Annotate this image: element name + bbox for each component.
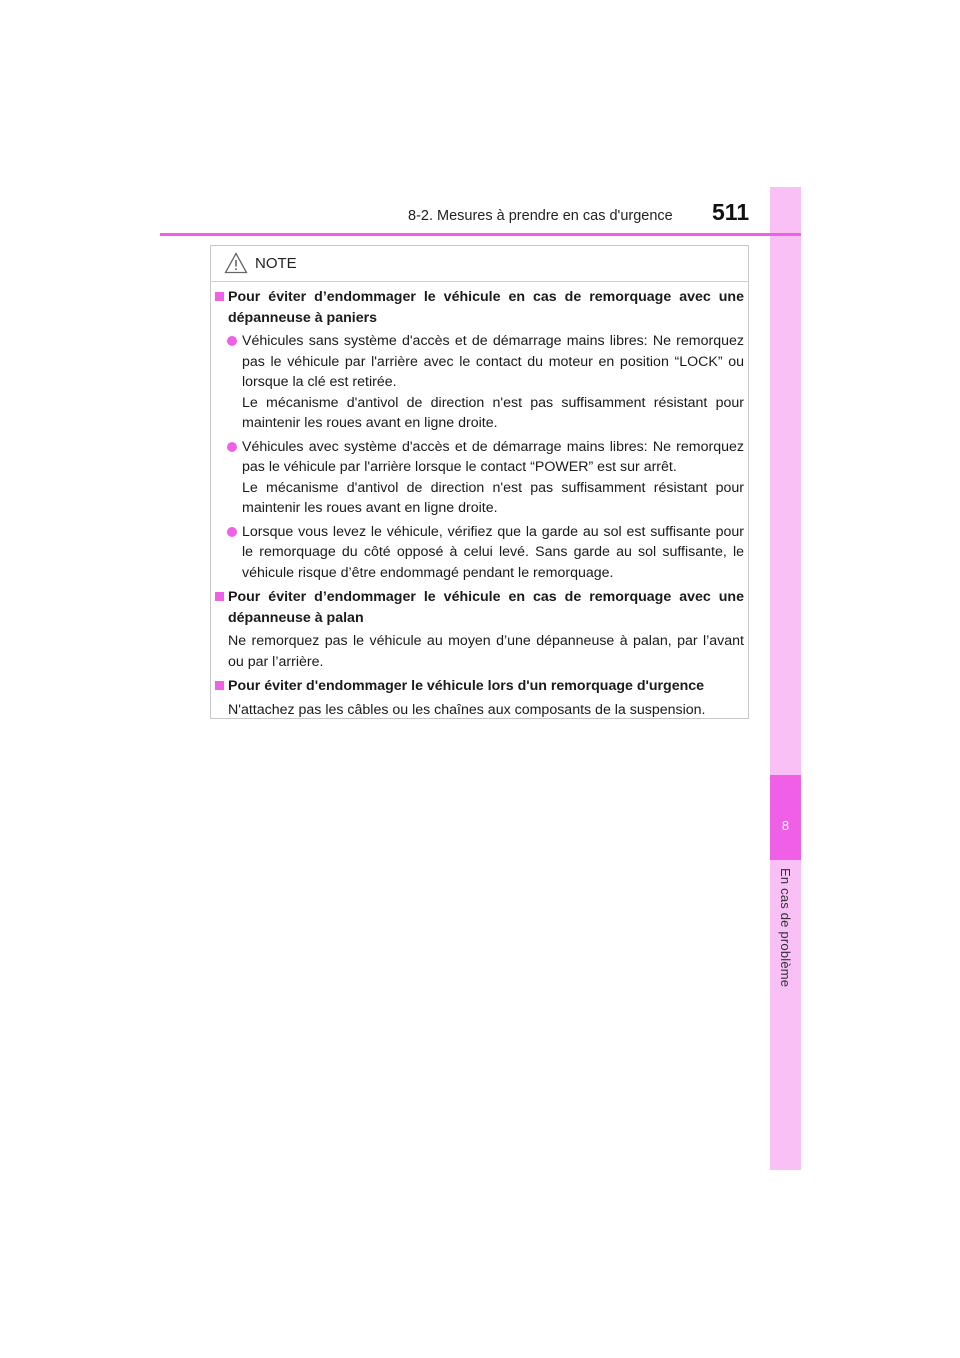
- chapter-side-tab: [770, 187, 801, 1170]
- note-label: NOTE: [255, 254, 297, 272]
- note-divider: [210, 281, 749, 282]
- page-number: 511: [712, 199, 750, 225]
- list-item: Véhicules avec système d'accès et de démarrage mains libres: Ne remorquez pas le véhicule par l'arrière lorsque le contact “POWER” est sur arrêt. Le mécanisme d'antivol de direction n'est pas suffisamment résistant pour maintenir les roues avant en ligne droite.: [214, 437, 744, 519]
- section-heading: Pour éviter d'endommager le véhicule lors d'un remorquage d'urgence: [214, 676, 744, 697]
- section-text: N'attachez pas les câbles ou les chaînes aux composants de la suspension.: [228, 701, 706, 718]
- square-bullet-icon: [215, 292, 224, 301]
- section-text: Ne remorquez pas le véhicule au moyen d’une dépanneuse à palan, par l’avant ou par l’arrière.: [228, 633, 744, 670]
- chapter-label: En cas de problème: [778, 868, 793, 988]
- section-heading: Pour éviter d’endommager le véhicule en cas de remorquage avec une dépanneuse à paniers: [214, 287, 744, 328]
- header-rule: [160, 233, 801, 236]
- note-content: [214, 287, 744, 720]
- note-header: [224, 251, 297, 275]
- square-bullet-icon: [215, 681, 224, 690]
- list-item: Véhicules sans système d'accès et de démarrage mains libres: Ne remorquez pas le véhicule par l'arrière avec le contact du moteur en position “LOCK” ou lorsque la clé est retirée. Le mécanisme d'antivol de direction n'est pas suffisamment résistant pour maintenir les roues avant en ligne droite.: [214, 331, 744, 434]
- section-title: 8-2. Mesures à prendre en cas d'urgence: [408, 208, 673, 224]
- circle-bullet-icon: [227, 336, 237, 346]
- circle-bullet-icon: [227, 527, 237, 537]
- list-item: Lorsque vous levez le véhicule, vérifiez que la garde au sol est suffisante pour le remorquage du côté opposé à celui levé. Sans garde au sol suffisante, le véhicule risque d’être endommagé pendant le remorquage.: [214, 522, 744, 584]
- square-bullet-icon: [215, 592, 224, 601]
- circle-bullet-icon: [227, 442, 237, 452]
- chapter-number: 8: [781, 818, 790, 833]
- section-heading: Pour éviter d’endommager le véhicule en cas de remorquage avec une dépanneuse à palan: [214, 587, 744, 628]
- warning-triangle-icon: [224, 252, 248, 274]
